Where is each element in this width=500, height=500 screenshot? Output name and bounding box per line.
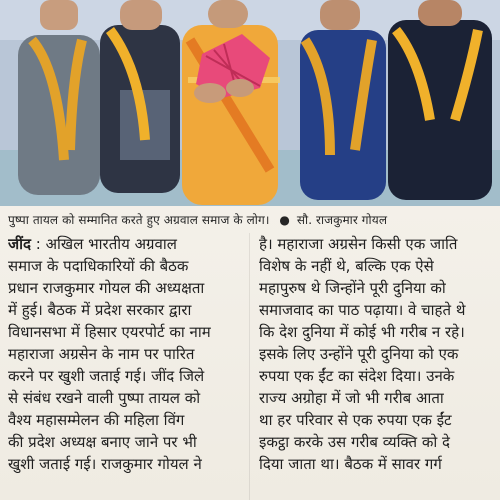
left-line-4: विधानसभा में हिसार एयरपोर्ट का नाम (8, 323, 211, 341)
caption-bullet: ● (279, 213, 290, 227)
right-line-7: राज्य अग्रोहा में जो भी गरीब आता (259, 389, 444, 407)
right-line-0: है। महाराजा अग्रसेन किसी एक जाति (259, 235, 458, 253)
left-line-3: में हुई। बैठक में प्रदेश सरकार द्वारा (8, 301, 192, 319)
right-line-1: विशेष के नहीं थे, बल्कि एक ऐसे (259, 257, 434, 275)
right-line-4: कि देश दुनिया में कोई भी गरीब न रहे। (259, 323, 465, 341)
right-line-3: समाजवाद का पाठ पढ़ाया। वे चाहते थे (259, 301, 466, 319)
right-line-5: इसके लिए उन्होंने पूरी दुनिया को एक (259, 345, 459, 363)
left-line-9: की प्रदेश अध्यक्ष बनाए जाने पर भी (8, 433, 197, 451)
left-line-8: वैश्य महासम्मेलन की महिला विंग (8, 411, 185, 429)
right-line-2: महापुरुष थे जिन्होंने पूरी दुनिया को (259, 279, 446, 297)
left-line-10: खुशी जताई गई। राजकुमार गोयल ने (8, 455, 202, 473)
left-line-5: महाराजा अग्रसेन के नाम पर पारित (8, 345, 195, 363)
right-line-8: था हर परिवार से एक रुपया एक ईंट (259, 411, 452, 429)
right-line-10: दिया जाता था। बैठक में सावर गर्ग (259, 455, 442, 473)
left-line-6: करने पर खुशी जताई गई। जींद जिले (8, 367, 205, 385)
event-photo (0, 0, 500, 206)
left-column (8, 233, 241, 500)
left-line-2: प्रधान राजकुमार गोयल की अध्यक्षता (8, 279, 205, 297)
right-column (259, 233, 492, 500)
caption-text: पुष्पा तायल को सम्मानित करते हुए अग्रवाल समाज के लोग। (8, 213, 270, 227)
man-dark-jacket (100, 0, 180, 193)
woman-saffron-saree (182, 0, 280, 205)
caption-credit: सौ. राजकुमार गोयल (296, 213, 388, 227)
left-line-7: से संबंध रखने वाली पुष्पा तायल को (8, 389, 201, 407)
article-columns (8, 233, 492, 500)
photo-caption (8, 211, 492, 229)
left-line-0 (8, 233, 241, 255)
left-line-1: समाज के पदाधिकारियों की बैठक (8, 257, 189, 275)
event-photo-illustration (0, 0, 500, 206)
left-line-0-text: : अखिल भारतीय अग्रवाल (30, 235, 177, 253)
dateline: जींद (8, 235, 31, 253)
right-line-9: इकट्ठा करके उस गरीब व्यक्ति को दे (259, 433, 450, 451)
right-line-6: रुपया एक ईंट का संदेश दिया। उनके (259, 367, 455, 385)
man-far-right (388, 0, 492, 200)
